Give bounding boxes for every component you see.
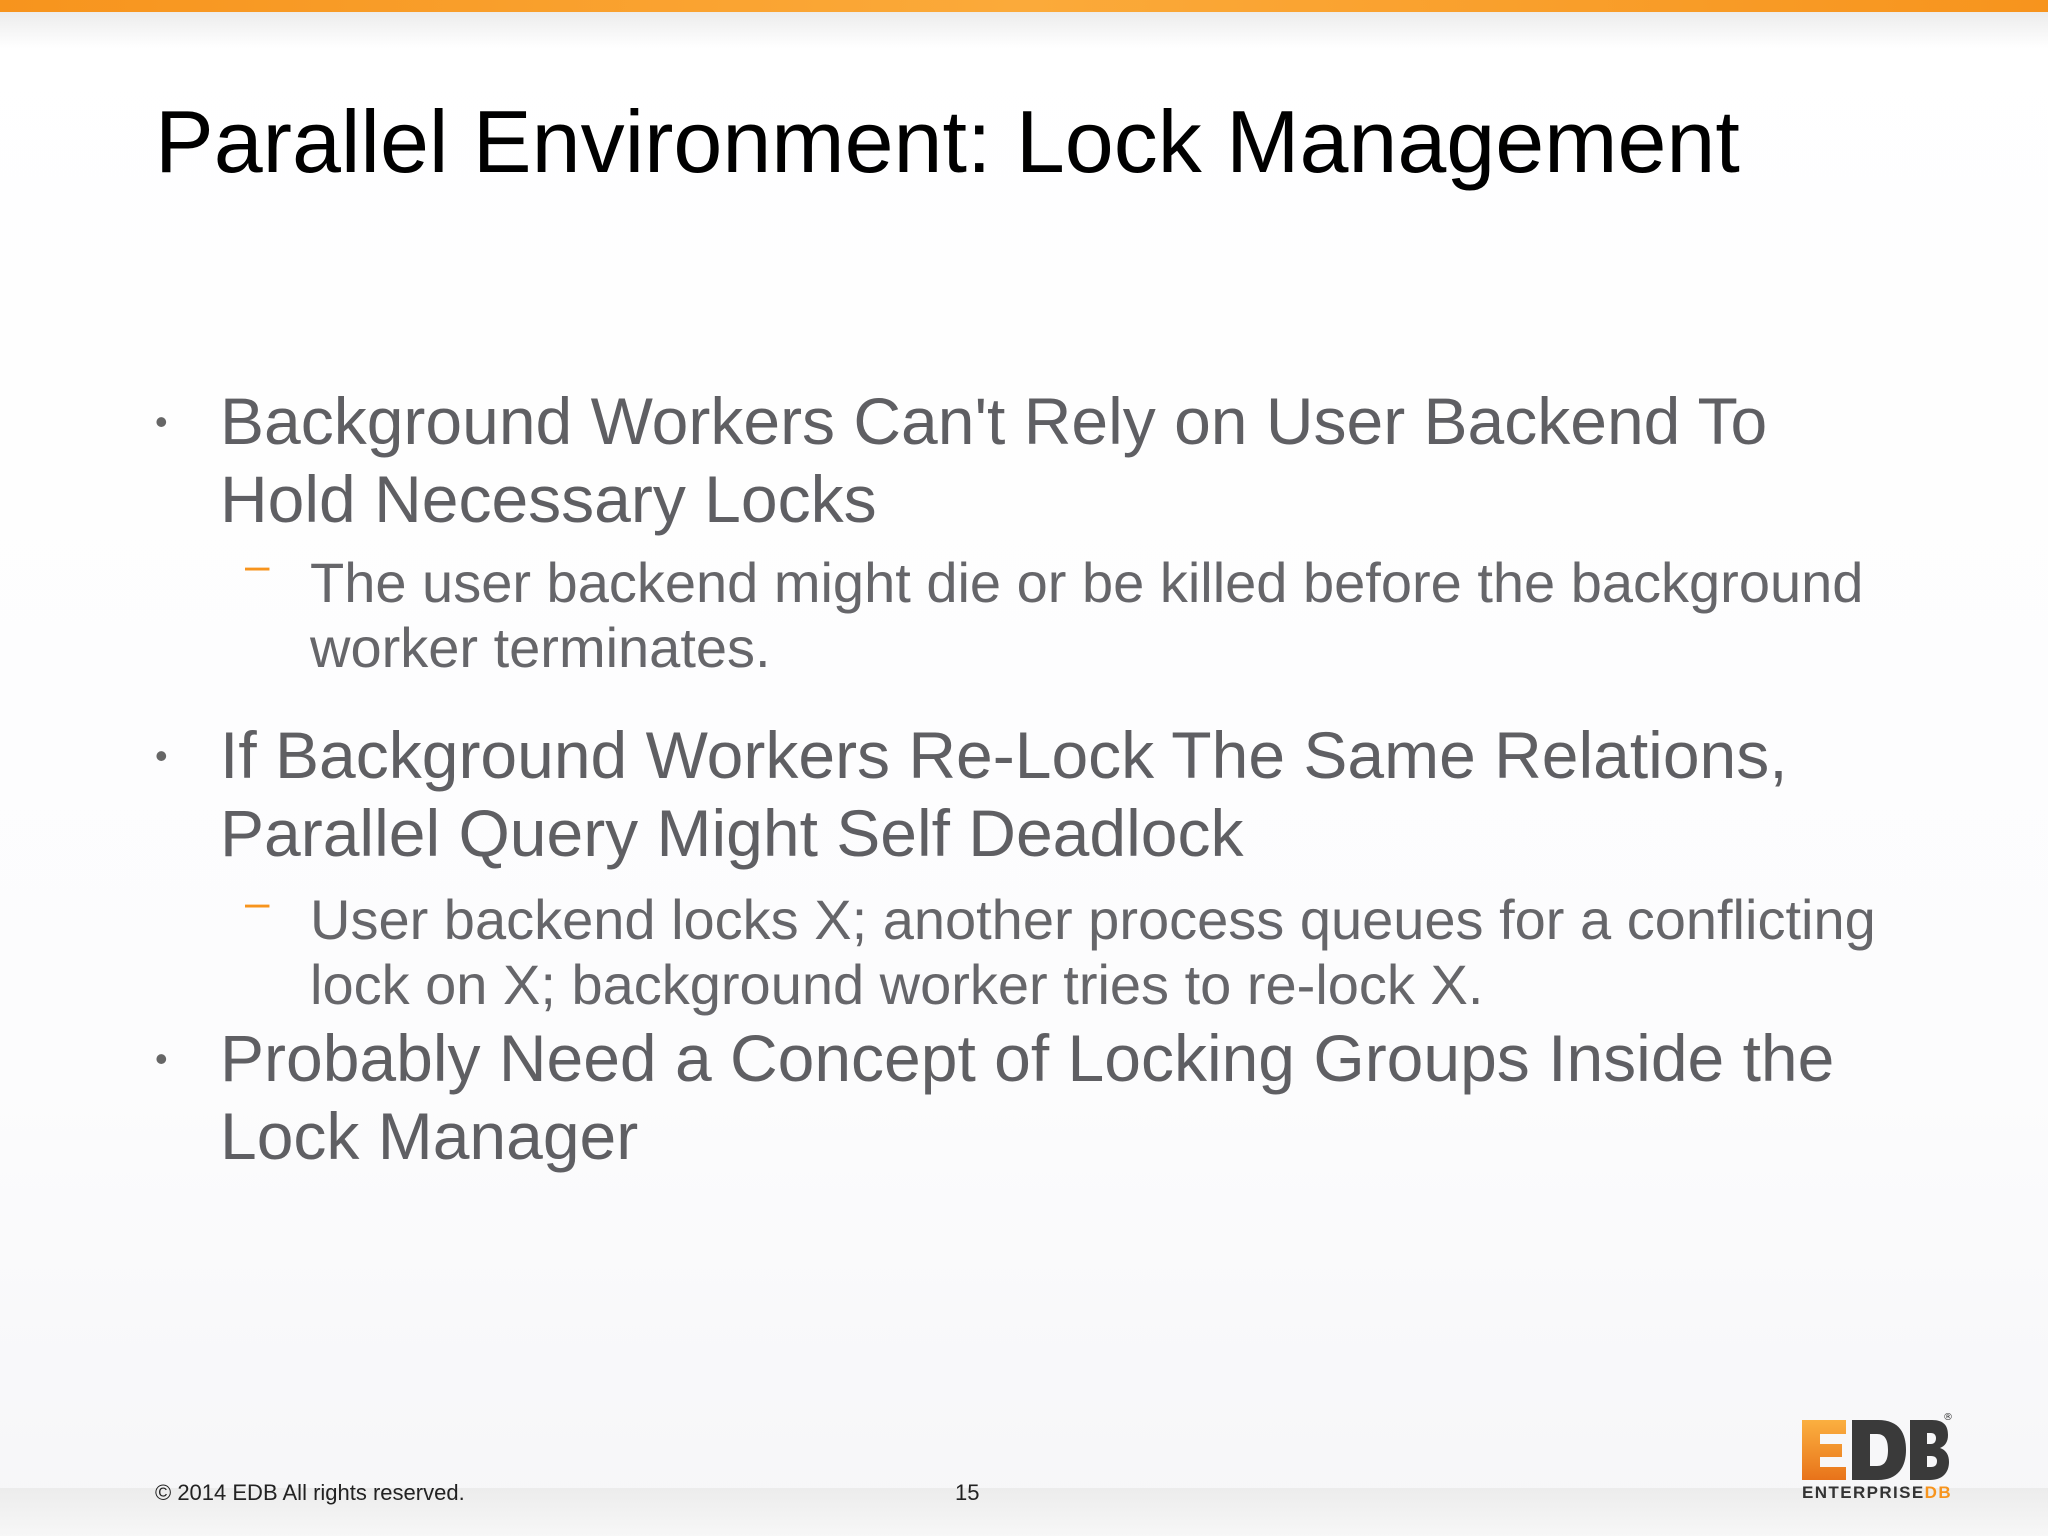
edb-logo-icon bbox=[1800, 1412, 1953, 1482]
slide-title: Parallel Environment: Lock Management bbox=[155, 92, 1740, 191]
copyright-text: © 2014 EDB All rights reserved. bbox=[155, 1480, 465, 1505]
logo-wordmark bbox=[1802, 1484, 1952, 1501]
page-number: 15 bbox=[955, 1480, 980, 1505]
sub-bullet-marker: – bbox=[245, 878, 270, 927]
sub-bullet-marker: – bbox=[245, 541, 270, 590]
bullet-marker: • bbox=[155, 1038, 168, 1079]
top-accent-bar bbox=[0, 0, 2048, 12]
bullet-text: If Background Workers Re-Lock The Same Relations, Parallel Query Might Self Deadlock bbox=[220, 718, 1788, 870]
sub-bullet-text: The user backend might die or be killed before the background worker terminates. bbox=[310, 551, 1864, 679]
logo-word-main: ENTERPRISE bbox=[1802, 1483, 1925, 1502]
edb-logo bbox=[1800, 1412, 1953, 1504]
sub-bullet-text: User backend locks X; another process queues for a conflicting lock on X; background worker tries to re-lock X. bbox=[310, 888, 1876, 1016]
top-bar-shadow bbox=[0, 12, 2048, 48]
registered-mark: ® bbox=[1943, 1412, 1953, 1423]
logo-word-accent: DB bbox=[1924, 1483, 1952, 1502]
bullet-text: Probably Need a Concept of Locking Groups Inside the Lock Manager bbox=[220, 1021, 1835, 1173]
bullet-marker: • bbox=[155, 401, 168, 442]
bullet-marker: • bbox=[155, 735, 168, 776]
bullet-text: Background Workers Can't Rely on User Backend To Hold Necessary Locks bbox=[220, 384, 1768, 536]
